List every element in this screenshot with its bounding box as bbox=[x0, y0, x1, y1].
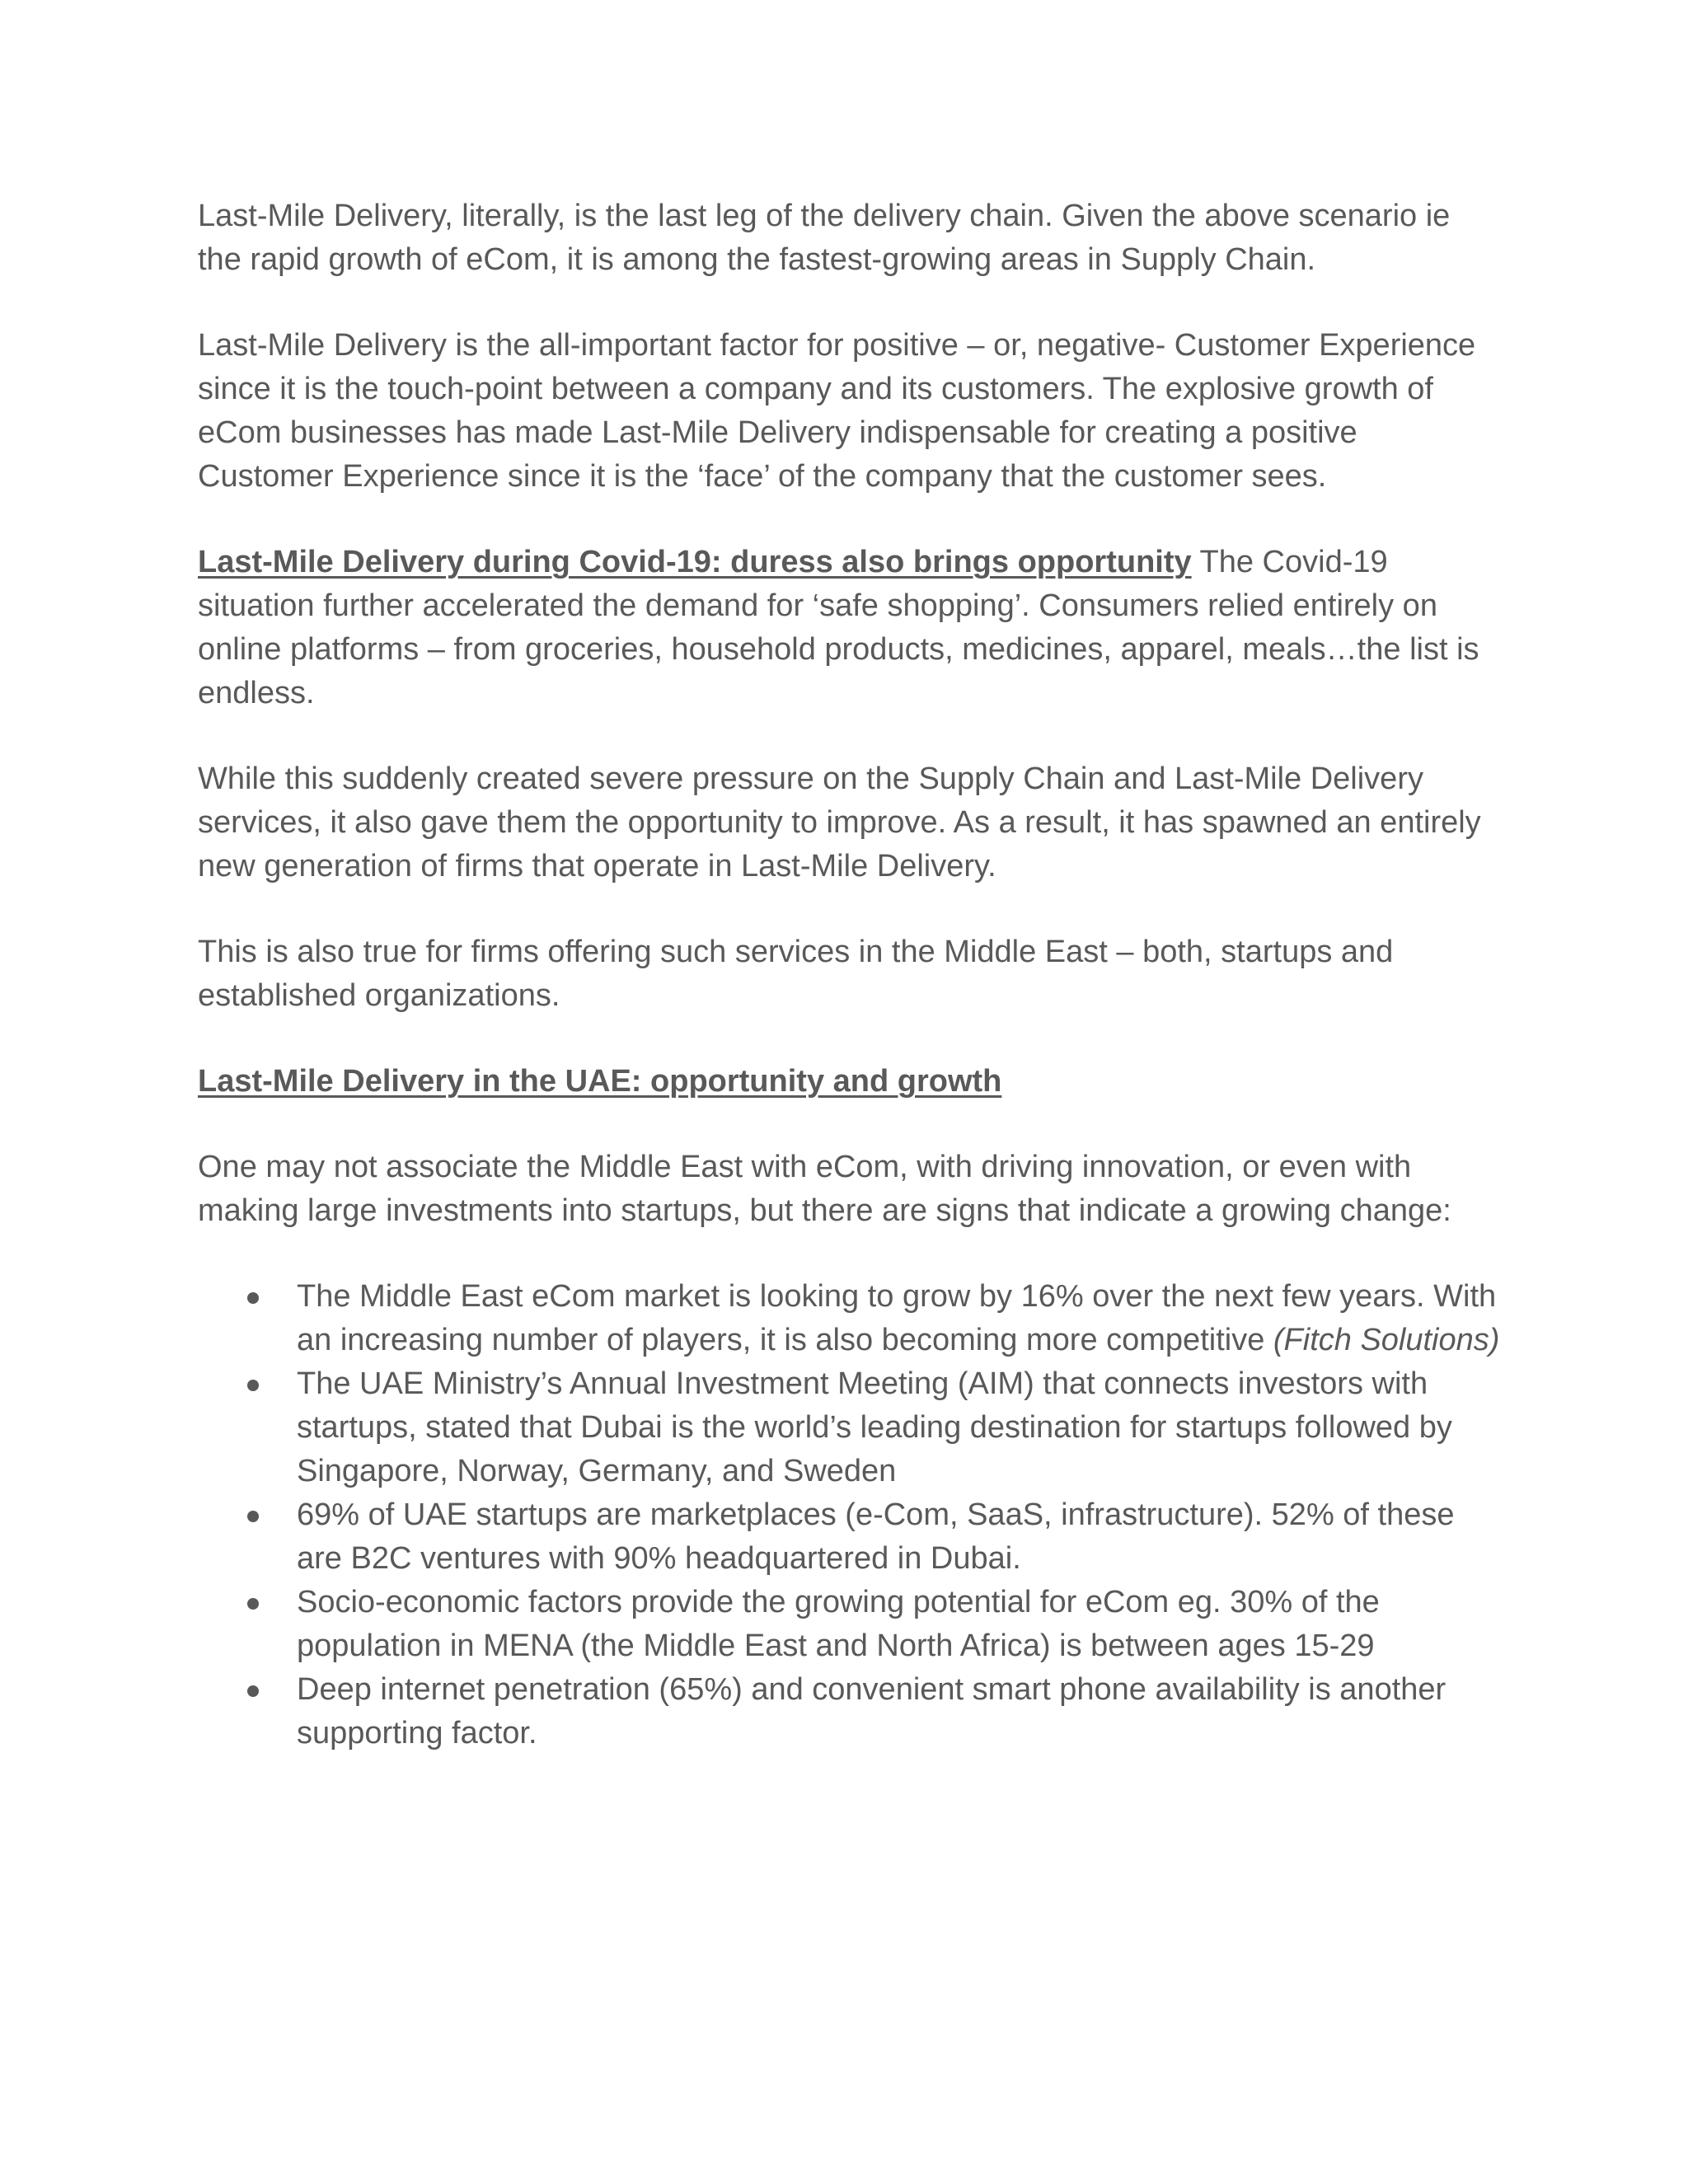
list-item-text: The Middle East eCom market is looking to grow by 16% over the next few years. With an increasing number of players, it is also becoming more competitive bbox=[297, 1279, 1497, 1357]
bullet-icon bbox=[247, 1292, 259, 1304]
bullet-icon bbox=[247, 1380, 259, 1391]
citation: (Fitch Solutions) bbox=[1273, 1323, 1500, 1357]
list-item bbox=[297, 1362, 1500, 1493]
paragraph-covid bbox=[198, 541, 1500, 715]
list-item-text: Deep internet penetration (65%) and convenient smart phone availability is another supporting factor. bbox=[297, 1672, 1447, 1750]
bullet-list bbox=[198, 1275, 1500, 1755]
paragraph-last-mile-definition: Last-Mile Delivery, literally, is the last leg of the delivery chain. Given the above scenario ie the rapid growth of eCom, it is among the fastest-growing areas in Supply Chain. bbox=[198, 199, 1451, 277]
paragraph-covid-text: The Covid-19 situation further accelerated the demand for ‘safe shopping’. Consumers relied entirely on online platforms – from groceries, household products, medicines, apparel, meals…the list is endless. bbox=[198, 545, 1479, 710]
bullet-icon bbox=[247, 1511, 259, 1522]
list-item bbox=[297, 1668, 1500, 1755]
list-item bbox=[297, 1493, 1500, 1581]
bullet-icon bbox=[247, 1598, 259, 1610]
bullet-icon bbox=[247, 1685, 259, 1697]
list-item bbox=[297, 1275, 1500, 1362]
paragraph-middle-east: This is also true for firms offering such services in the Middle East – both, startups and established organizations. bbox=[198, 935, 1394, 1013]
list-item bbox=[297, 1581, 1500, 1668]
list-item-text: The UAE Ministry’s Annual Investment Meeting (AIM) that connects investors with startups, stated that Dubai is the world’s leading destination for startups followed by Singapore, Norway, Germany, and Sweden bbox=[297, 1366, 1452, 1488]
heading-uae: Last-Mile Delivery in the UAE: opportunity and growth bbox=[198, 1064, 1002, 1099]
list-item-text: Socio-economic factors provide the growing potential for eCom eg. 30% of the population in MENA (the Middle East and North Africa) is between ages 15-29 bbox=[297, 1585, 1380, 1663]
list-item-text: 69% of UAE startups are marketplaces (e-Com, SaaS, infrastructure). 52% of these are B2C ventures with 90% headquartered in Dubai. bbox=[297, 1497, 1455, 1576]
document-page bbox=[198, 194, 1500, 1755]
paragraph-signs-of-change: One may not associate the Middle East with eCom, with driving innovation, or even with making large investments into startups, but there are signs that indicate a growing change: bbox=[198, 1150, 1451, 1228]
paragraph-pressure: While this suddenly created severe pressure on the Supply Chain and Last-Mile Delivery services, it also gave them the opportunity to improve. As a result, it has spawned an entirely new generation of firms that operate in Last-Mile Delivery. bbox=[198, 762, 1481, 883]
paragraph-customer-experience: Last-Mile Delivery is the all-important factor for positive – or, negative- Customer Experience since it is the touch-point between a company and its customers. The explosive growth of eCom businesses has made Last-Mile Delivery indispensable for creating a positive Customer Experience since it is the ‘face’ of the company that the customer sees. bbox=[198, 328, 1476, 494]
heading-covid: Last-Mile Delivery during Covid-19: duress also brings opportunity bbox=[198, 545, 1192, 579]
